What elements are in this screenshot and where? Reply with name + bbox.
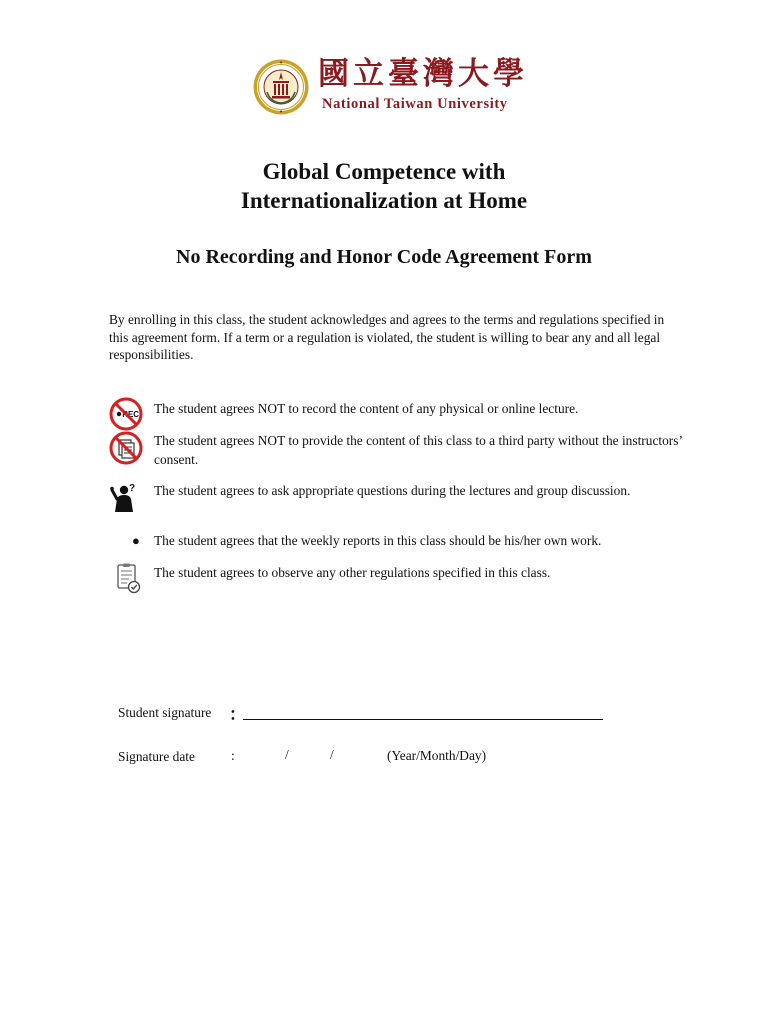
date-separator: / [285, 747, 289, 762]
university-name-chinese: 國立臺灣大學 [318, 56, 528, 92]
rule-text: The student agrees NOT to provide the content of this class to a third party without the instructors’ consent. [154, 433, 682, 468]
no-recording-icon [109, 397, 143, 431]
student-signature-field[interactable] [243, 719, 603, 720]
university-seal-icon [252, 58, 310, 116]
intro-paragraph: By enrolling in this class, the student acknowledges and agrees to the terms and regulations specified in this agreement form. If a term or a regulation is violated, the student is willing to bear any and all legal responsibilities. [109, 312, 665, 363]
checklist-icon [109, 562, 143, 596]
ask-question-icon [109, 481, 143, 515]
student-signature-label: Student signature [118, 705, 212, 720]
page-title-line-2: Internationalization at Home [240, 188, 528, 213]
svg-text:REC: REC [122, 410, 140, 419]
university-name-english: National Taiwan University [322, 96, 508, 112]
rule-text: The student agrees to ask appropriate questions during the lectures and group discussion. [154, 483, 631, 498]
page-title-line-1: Global Competence with [262, 159, 506, 184]
date-separator: / [330, 747, 334, 762]
no-sharing-icon [109, 431, 143, 465]
signature-colon: ： [229, 705, 246, 724]
signature-date-label: Signature date [118, 749, 195, 764]
date-colon: : [231, 748, 235, 763]
rule-text: The student agrees to observe any other regulations specified in this class. [154, 565, 551, 580]
bullet-icon: ● [132, 533, 140, 548]
rule-text: The student agrees NOT to record the content of any physical or online lecture. [154, 401, 579, 416]
rule-text: The student agrees that the weekly reports in this class should be his/her own work. [154, 533, 602, 548]
university-logo [252, 56, 528, 116]
date-format-hint: (Year/Month/Day) [387, 748, 487, 763]
svg-text:?: ? [129, 483, 136, 494]
form-subtitle: No Recording and Honor Code Agreement Form [176, 246, 592, 268]
